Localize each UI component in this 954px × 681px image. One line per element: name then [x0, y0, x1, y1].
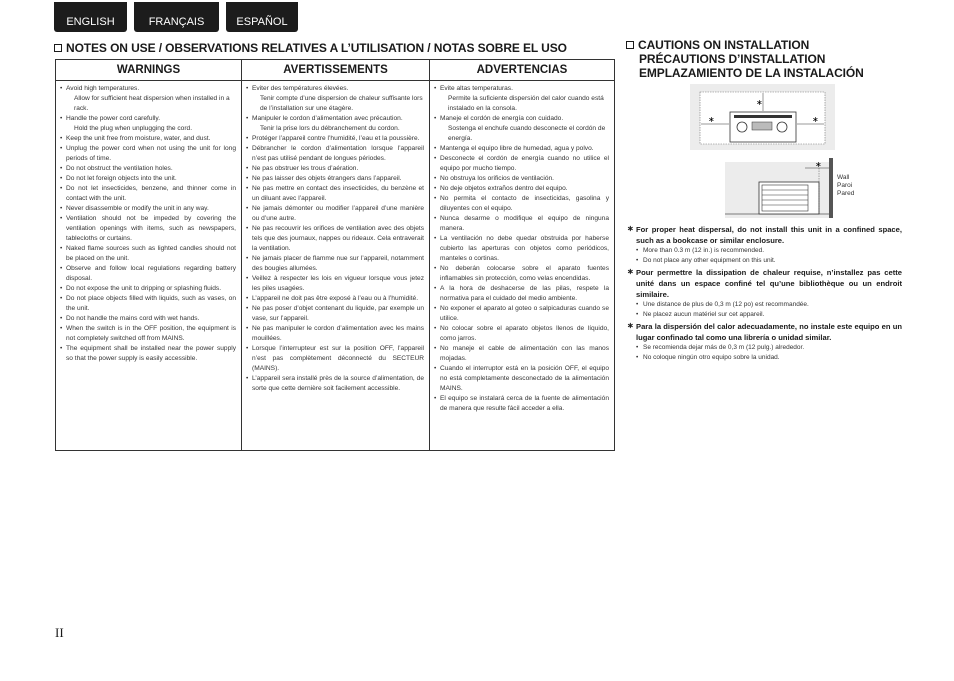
- column-list: [430, 81, 614, 414]
- list-item: • Do not place objects filled with liquids, such as vases, on the unit.: [66, 294, 236, 314]
- notes-table: [55, 59, 615, 451]
- list-item: • El equipo se instalará cerca de la fuente de alimentación de manera que resulte fácil acceder a ella.: [440, 394, 609, 414]
- caution-text: Para la dispersión del calor adecuadamente, no instale este equipo en un lugar confinado tal como una librería o unidad similar.: [636, 322, 902, 342]
- list-item: • No deberán colocarse sobre el aparato fuentes inflamables sin protección, como velas encendidas.: [440, 264, 609, 284]
- list-item: • Ne jamais démonter ou modifier l’appareil d’une manière ou d’une autre.: [252, 204, 424, 224]
- cautions-heading-en: CAUTIONS ON INSTALLATION: [638, 38, 810, 52]
- list-item-subtext: Hold the plug when unplugging the cord.: [74, 125, 193, 132]
- caution-sub: • More than 0.3 m (12 in.) is recommended.: [636, 246, 902, 256]
- asterisk-icon: ∗: [627, 321, 634, 330]
- list-item-subtext: Permite la suficiente dispersión del calor cuando está instalado en la consola.: [448, 95, 604, 112]
- column-warnings: [56, 60, 241, 450]
- cautions-heading-fr: PRÉCAUTIONS D’INSTALLATION: [639, 52, 826, 66]
- list-item: • No permita el contacto de insecticidas, gasolina y diluyentes con el equipo.: [440, 194, 609, 214]
- list-item: • Lorsque l’interrupteur est sur la position OFF, l’appareil n’est pas complètement déconnecté du SECTEUR (MAINS).: [252, 344, 424, 374]
- list-item: • Do not expose the unit to dripping or splashing fluids.: [66, 284, 236, 294]
- list-item: • Handle the power cord carefully.: [66, 114, 236, 124]
- clearance-marker-right: ∗: [812, 115, 819, 124]
- list-item: • Ne pas manipuler le cordon d’alimentation avec les mains mouillées.: [252, 324, 424, 344]
- column-title: WARNINGS: [56, 60, 241, 81]
- clearance-marker-wall: ∗: [815, 160, 822, 169]
- caution-sub: • Ne placez aucun matériel sur cet appareil.: [636, 310, 902, 320]
- checkbox-square-icon: [54, 44, 62, 52]
- list-item: • Do not let insecticides, benzene, and thinner come in contact with the unit.: [66, 184, 236, 204]
- caution-item-fr: [627, 267, 902, 320]
- list-item: • Avoid high temperatures.: [66, 84, 236, 94]
- caution-text: For proper heat dispersal, do not install this unit in a confined space, such as a bookcase or similar enclosure.: [636, 225, 902, 245]
- column-list: [242, 81, 429, 394]
- wall-labels: [837, 174, 854, 198]
- list-item: • Nunca desarme o modifique el equipo de ninguna manera.: [440, 214, 609, 234]
- list-item: • Do not handle the mains cord with wet hands.: [66, 314, 236, 324]
- list-item: • Ne pas laisser des objets étrangers dans l’appareil.: [252, 174, 424, 184]
- caution-item-en: [627, 224, 902, 266]
- caution-sub: • Se recomienda dejar más de 0,3 m (12 pulg.) alrededor.: [636, 343, 902, 353]
- list-item: • Veillez à respecter les lois en vigueur lorsque vous jetez les piles usagées.: [252, 274, 424, 294]
- list-item: • Naked flame sources such as lighted candles should not be placed on the unit.: [66, 244, 236, 264]
- wall-diagram-drawing: [725, 158, 835, 218]
- column-list: [56, 81, 241, 364]
- tab-espanol[interactable]: ESPAÑOL: [226, 2, 298, 32]
- list-item: • Do not let foreign objects into the unit.: [66, 174, 236, 184]
- list-item: • No exponer el aparato al goteo o salpicaduras cuando se utilice.: [440, 304, 609, 324]
- notes-heading-text: NOTES ON USE / OBSERVATIONS RELATIVES A L’UTILISATION / NOTAS SOBRE EL USO: [66, 41, 567, 55]
- cautions-list: [627, 224, 902, 364]
- clearance-marker-top: ∗: [756, 98, 763, 107]
- wall-label-en: Wall: [837, 174, 850, 181]
- list-item: • No obstruya los orificios de ventilación.: [440, 174, 609, 184]
- cautions-heading-line: [626, 38, 864, 52]
- list-item: • Observe and follow local regulations regarding battery disposal.: [66, 264, 236, 284]
- notes-heading: [54, 41, 567, 55]
- list-item: • Never disassemble or modify the unit in any way.: [66, 204, 236, 214]
- cautions-heading: [626, 38, 864, 80]
- list-item: • Ne jamais placer de flamme nue sur l’appareil, notamment des bougies allumées.: [252, 254, 424, 274]
- wall-installation-diagram: [725, 158, 865, 218]
- list-item: • Desconecte el cordón de energía cuando no utilice el equipo por mucho tiempo.: [440, 154, 609, 174]
- list-item: • Ne pas recouvrir les orifices de ventilation avec des objets tels que des journaux, nappes ou rideaux. Cela entraverait la ventilation.: [252, 224, 424, 254]
- list-item: • No deje objetos extraños dentro del equipo.: [440, 184, 609, 194]
- list-item: • Keep the unit free from moisture, water, and dust.: [66, 134, 236, 144]
- wall-label-fr: Paroi: [837, 182, 853, 189]
- list-item-subtext: Sostenga el enchufe cuando desconecte el cordón de energía.: [448, 125, 606, 142]
- list-item: • Do not obstruct the ventilation holes.: [66, 164, 236, 174]
- list-item: • Ventilation should not be impeded by covering the ventilation openings with items, such as newspapers, tablecloths or curtains.: [66, 214, 236, 244]
- asterisk-icon: ∗: [627, 224, 634, 233]
- checkbox-square-icon: [626, 41, 634, 49]
- column-avertissements: [241, 60, 429, 450]
- list-item: • A la hora de deshacerse de las pilas, respete la normativa para el cuidado del medio ambiente.: [440, 284, 609, 304]
- list-item: • No colocar sobre el aparato objetos llenos de líquido, como jarros.: [440, 324, 609, 344]
- list-item: • Maneje el cordón de energía con cuidado.: [440, 114, 609, 124]
- list-item-subtext: Tenir compte d’une dispersion de chaleur suffisante lors de l’installation sur une étagère.: [260, 95, 423, 112]
- list-item: • Evite altas temperaturas.: [440, 84, 609, 94]
- list-item: • Ne pas mettre en contact des insecticides, du benzène et un diluant avec l’appareil.: [252, 184, 424, 204]
- caution-text: Pour permettre la dissipation de chaleur requise, n’installez pas cette unité dans un espace confiné tel qu’une bibliothèque ou un endroit similaire.: [636, 268, 902, 299]
- list-item: • Manipuler le cordon d’alimentation avec précaution.: [252, 114, 424, 124]
- list-item: • Mantenga el equipo libre de humedad, agua y polvo.: [440, 144, 609, 154]
- list-item: • Débrancher le cordon d’alimentation lorsque l’appareil n’est pas utilisé pendant de longues périodes.: [252, 144, 424, 164]
- list-item: • Protéger l’appareil contre l’humidité, l’eau et la poussière.: [252, 134, 424, 144]
- rack-installation-diagram: [690, 84, 835, 150]
- caution-item-es: [627, 321, 902, 363]
- caution-sub: • No coloque ningún otro equipo sobre la unidad.: [636, 353, 902, 363]
- list-item: • L’appareil sera installé près de la source d’alimentation, de sorte que cette dernière soit facilement accessible.: [252, 374, 424, 394]
- list-item: • L’appareil ne doit pas être exposé à l’eau ou à l’humidité.: [252, 294, 424, 304]
- list-item-subtext: Tenir la prise lors du débranchement du cordon.: [260, 125, 400, 132]
- page-number: II: [55, 625, 64, 640]
- caution-sub: • Une distance de plus de 0,3 m (12 po) est recommandée.: [636, 300, 902, 310]
- list-item: • Unplug the power cord when not using the unit for long periods of time.: [66, 144, 236, 164]
- clearance-marker-left: ∗: [708, 115, 715, 124]
- tab-english[interactable]: ENGLISH: [54, 2, 127, 32]
- list-item: • Ne pas poser d’objet contenant du liquide, par exemple un vase, sur l’appareil.: [252, 304, 424, 324]
- list-item: • When the switch is in the OFF position, the equipment is not completely switched off from MAINS.: [66, 324, 236, 344]
- column-title: AVERTISSEMENTS: [242, 60, 429, 81]
- list-item: • Eviter des températures élevées.: [252, 84, 424, 94]
- list-item-subtext: Allow for sufficient heat dispersion when installed in a rack.: [74, 95, 230, 112]
- list-item: • No maneje el cable de alimentación con las manos mojadas.: [440, 344, 609, 364]
- caution-sub: • Do not place any other equipment on this unit.: [636, 256, 902, 266]
- list-item: • The equipment shall be installed near the power supply so that the power supply is easily accessible.: [66, 344, 236, 364]
- column-advertencias: [429, 60, 614, 450]
- tab-francais[interactable]: FRANÇAIS: [134, 2, 219, 32]
- list-item: • Cuando el interruptor está en la posición OFF, el equipo no está completamente desconectado de la alimentación MAINS.: [440, 364, 609, 394]
- list-item: • Ne pas obstruer les trous d’aération.: [252, 164, 424, 174]
- column-title: ADVERTENCIAS: [430, 60, 614, 81]
- cautions-heading-es: EMPLAZAMIENTO DE LA INSTALACIÓN: [639, 66, 864, 80]
- asterisk-icon: ∗: [627, 267, 634, 276]
- wall-label-es: Pared: [837, 190, 855, 197]
- list-item: • La ventilación no debe quedar obstruida por haberse cubierto las aperturas con objetos como periódicos, manteles o cortinas.: [440, 234, 609, 264]
